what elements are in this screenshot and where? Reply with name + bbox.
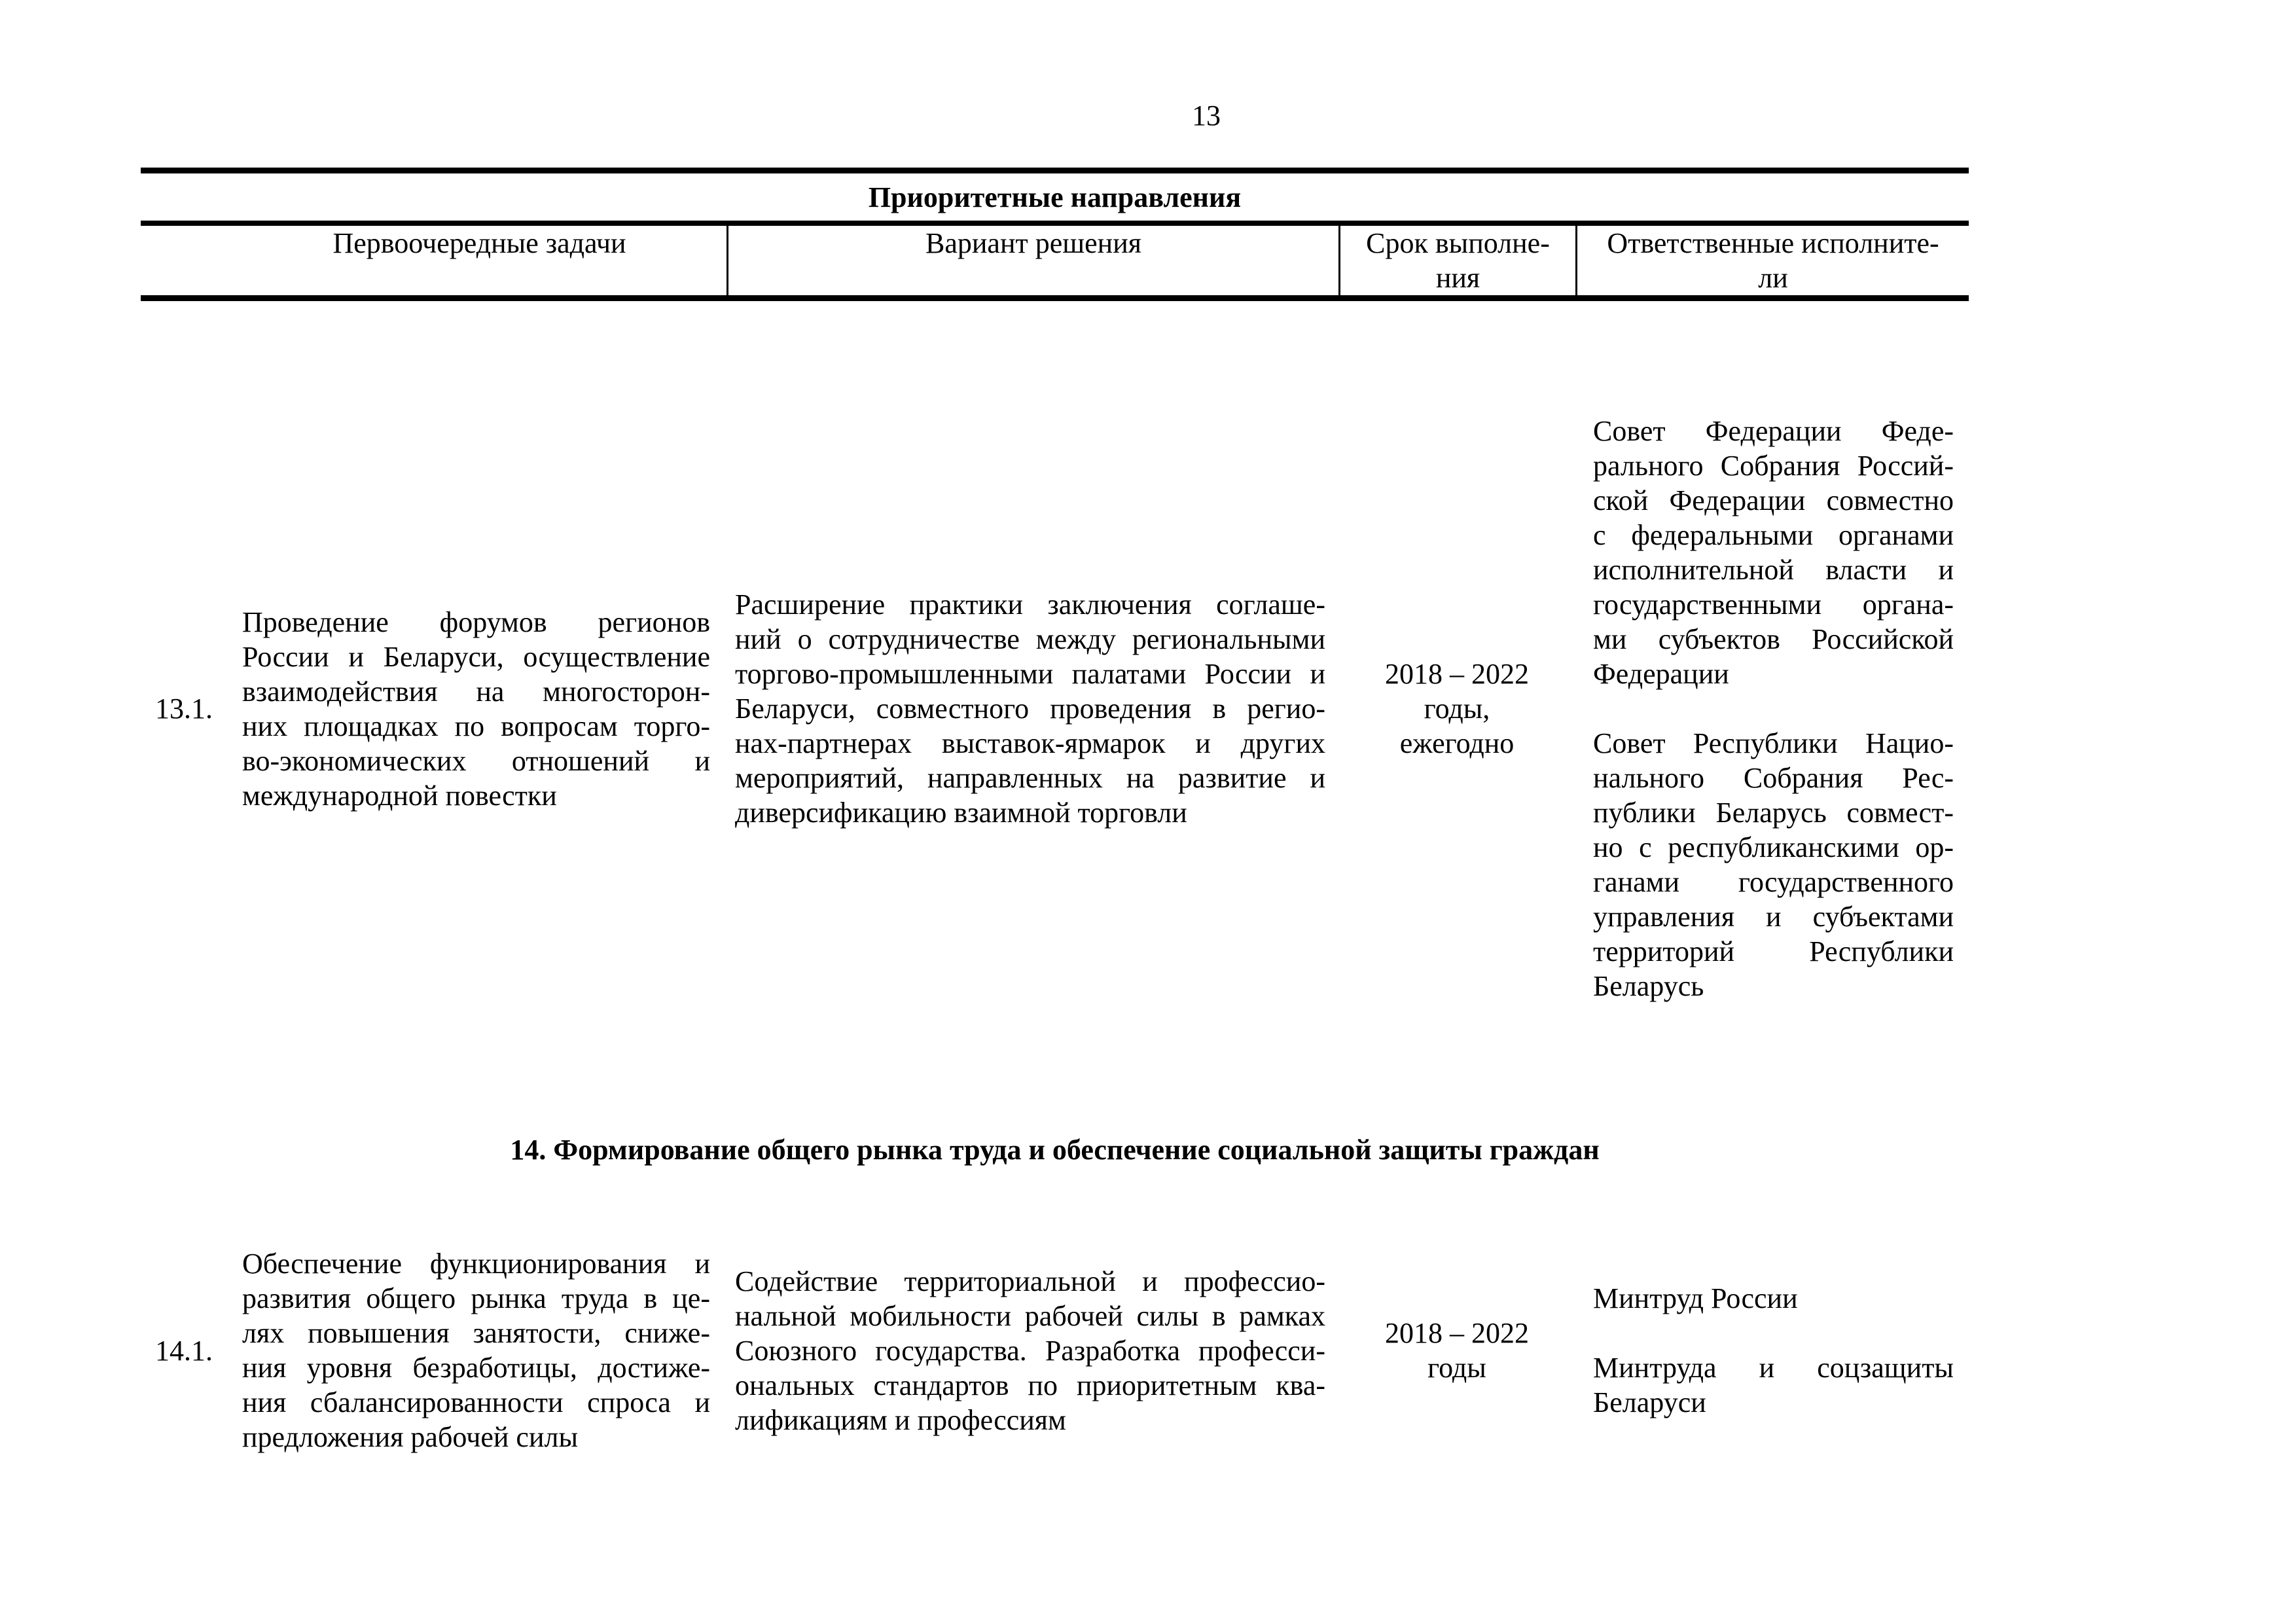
page-number: 13 [1192, 99, 1221, 132]
executors-cell: Совет Федерации Феде- рального Собрания Россий- ской Федерации совместно с федеральными органами исполнительной власти и государственными органа- ми субъектов Российской Федерации Совет Республики Нацио- нального Собрания Рес- публики Беларусь совмест- но с республиканскими ор- ганами государственного управления и субъектами территорий Республики Беларусь [1593, 415, 1954, 1002]
row-number: 14.1. [155, 1334, 213, 1367]
column-header-solution: Вариант решения [726, 226, 1338, 295]
column-header-executors: Ответственные исполните- ли [1575, 226, 1969, 295]
column-header-tasks: Первоочередные задачи [332, 227, 626, 259]
header-bottom-rule [141, 295, 1969, 301]
task-text: Проведение форумов регионов России и Беларуси, осуществление взаимодействия на многосторон- них площадках по вопросам торго- во-экономических отношений и международной повестки [242, 605, 710, 812]
task-text: Обеспечение функционирования и развития общего рынка труда в це- лях повышения занятости, сниже- ния уровня безработицы, достиже- ния сбалансированности спроса и предложения рабочей силы [242, 1248, 710, 1453]
column-header-term: Срок выполне- ния [1338, 226, 1575, 295]
table-row-13-1 [141, 301, 1969, 1116]
term-cell: 2018 – 2022 годы, ежегодно [1385, 658, 1529, 759]
priorities-table [141, 168, 1969, 1534]
tasks-cell [141, 1246, 726, 1454]
section-heading-14: 14. Формирование общего рынка труда и обеспечение социальной защиты граждан [510, 1134, 1600, 1166]
row-number: 13.1. [155, 693, 213, 725]
solution-cell: Содействие территориальной и профессио- нальной мобильности рабочей силы в рамках Союзного государства. Разработка професси- ональных стандартов по приоритетным ква- лификациям и профессиям [735, 1265, 1325, 1436]
solution-cell: Расширение практики заключения соглаше- ний о сотрудничестве между региональными торгово-промышленными палатами России и Беларуси, совместного проведения в регио- нах-партнерах выставок-ярмарок и других мероприятий, направленных на развитие и диверсификацию взаимной торговли [735, 588, 1325, 829]
table-row-14-1 [141, 1167, 1969, 1534]
table-top-rule [141, 168, 1969, 173]
title-bottom-rule [141, 221, 1969, 226]
executors-cell: Минтруд России Минтруда и соцзащиты Беларуси [1593, 1282, 1954, 1418]
tasks-cell [141, 605, 726, 813]
table-title: Приоритетные направления [868, 181, 1242, 213]
table-header-row [141, 226, 1969, 295]
term-cell: 2018 – 2022 годы [1385, 1317, 1529, 1384]
